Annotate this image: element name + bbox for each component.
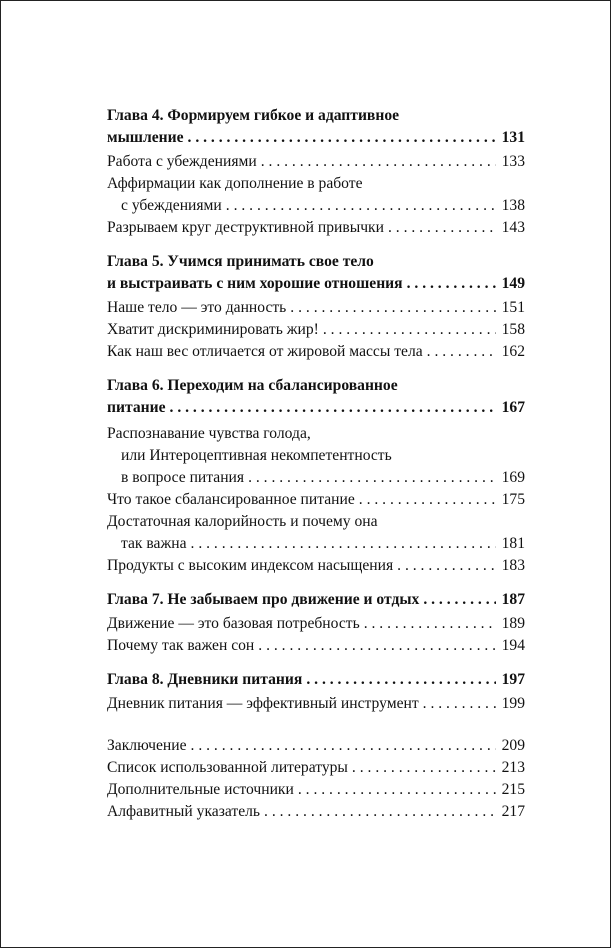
toc-chapter-5 [107,251,525,295]
leader-dots [298,779,496,801]
chapter-title: Глава 4. Формируем гибкое и адаптивное [107,107,400,124]
item-title: Наше тело — это данность [107,299,287,316]
leader-dots [397,555,495,577]
leader-dots [290,297,495,319]
page-number: 143 [501,219,525,236]
chapter-title: Глава 8. Дневники питания [107,671,303,688]
leader-dots [323,319,496,341]
item-title: Аффирмации как дополнение в работе [107,175,363,192]
item-title: Почему так важен сон [107,637,255,654]
leader-dots [264,801,496,823]
item-title: Что такое сбалансированное питание [107,491,355,508]
page-number: 175 [501,491,525,508]
leader-dots [306,669,495,691]
item-title-cont: так важна [121,535,187,552]
toc-back-item [107,779,525,801]
toc-item [107,555,525,577]
leader-dots [423,693,496,715]
page-number: 215 [501,781,525,798]
page-number: 167 [501,399,525,416]
leader-dots [359,489,496,511]
leader-dots [388,217,496,239]
page-number: 217 [501,803,525,820]
item-title: Заключение [107,737,187,754]
item-title: Дневник питания — эффективный инструмент [107,695,419,712]
toc-item [107,173,525,217]
page-number: 131 [501,129,525,146]
item-title-cont: в вопросе питания [121,469,245,486]
leader-dots [427,341,496,363]
item-title: Достаточная калорийность и почему она [107,513,378,530]
page-number: 133 [501,153,525,170]
toc-chapter-6 [107,375,525,419]
toc-item [107,693,525,715]
leader-dots [191,533,496,555]
leader-dots [364,613,496,635]
toc-back-item [107,735,525,757]
item-title: Как наш вес отличается от жировой массы тела [107,343,423,360]
leader-dots [188,127,496,149]
page-number: 183 [501,557,525,574]
toc-item [107,613,525,635]
page-number: 209 [501,737,525,754]
item-title: Разрываем круг деструктивной привычки [107,219,384,236]
item-title: Дополнительные источники [107,781,294,798]
item-title: Движение — это базовая потребность [107,615,360,632]
chapter-title-cont: мышление [107,129,184,146]
leader-dots [248,467,496,489]
item-title-cont: или Интероцептивная некомпетентность [121,447,392,464]
item-title: Работа с убеждениями [107,153,257,170]
toc-item [107,297,525,319]
leader-dots [170,397,496,419]
chapter-title: Глава 6. Переходим на сбалансированное [107,377,398,394]
toc-chapter-4 [107,105,525,149]
page-number: 162 [501,343,525,360]
toc-chapter-7 [107,589,525,611]
toc-item [107,635,525,657]
leader-dots [261,151,496,173]
page-number: 149 [501,275,525,292]
item-title: Список использованной литературы [107,759,348,776]
leader-dots [352,757,496,779]
page-number: 151 [501,299,525,316]
toc-item [107,511,525,555]
leader-dots [226,195,496,217]
page-number: 199 [501,695,525,712]
page-number: 213 [501,759,525,776]
page-number: 189 [501,615,525,632]
leader-dots [407,273,496,295]
leader-dots [423,589,495,611]
item-title: Алфавитный указатель [107,803,261,820]
leader-dots [258,635,495,657]
toc-item [107,341,525,363]
page-number: 138 [501,197,525,214]
page-number: 197 [501,671,525,688]
toc-item [107,151,525,173]
item-title: Продукты с высоким индексом насыщения [107,557,394,574]
toc-item [107,319,525,341]
page-number: 169 [501,469,525,486]
chapter-title: Глава 7. Не забываем про движение и отдых [107,591,420,608]
toc-item [107,423,525,489]
chapter-title-cont: и выстраивать с ним хорошие отношения [107,275,403,292]
toc-item [107,489,525,511]
leader-dots [191,735,496,757]
chapter-title: Глава 5. Учимся принимать свое тело [107,253,374,270]
chapter-title-cont: питание [107,399,166,416]
toc-back-item [107,757,525,779]
item-title: Хватит дискриминировать жир! [107,321,319,338]
toc-chapter-8 [107,669,525,691]
toc-back-item [107,801,525,823]
page-number: 158 [501,321,525,338]
page-number: 187 [501,591,525,608]
item-title: Распознавание чувства голода, [107,425,311,442]
page-number: 194 [501,637,525,654]
page-number: 181 [501,535,525,552]
item-title-cont: с убеждениями [121,197,222,214]
toc-item [107,217,525,239]
table-of-contents [107,105,525,823]
